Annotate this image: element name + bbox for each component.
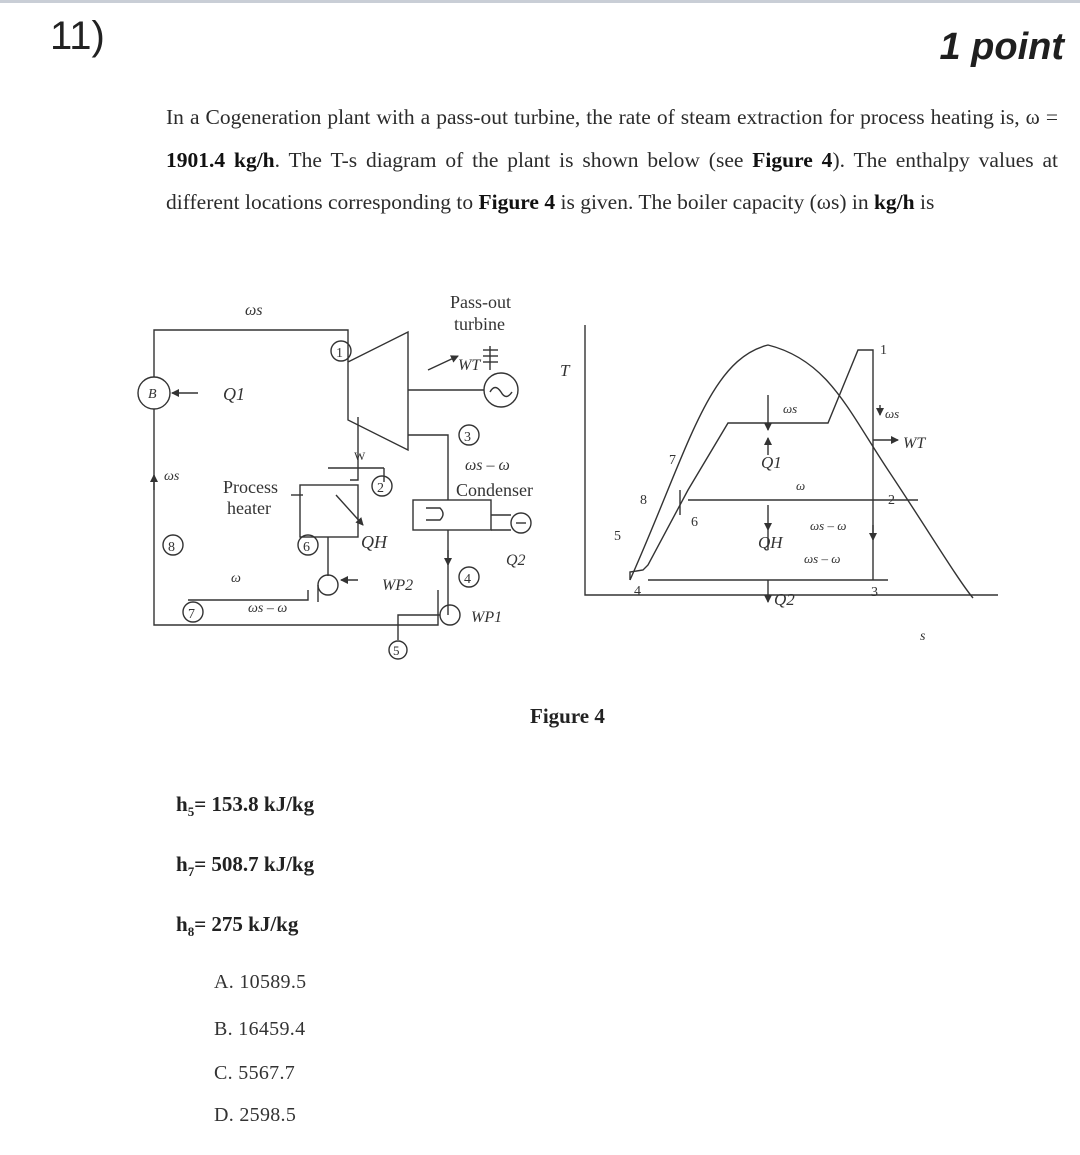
state-3: 3 — [464, 430, 471, 445]
turbine-symbol — [348, 332, 408, 450]
wp1-label: WP1 — [471, 609, 503, 626]
ts-omega-s-right-label: ωs — [885, 406, 900, 421]
pump-2-symbol — [318, 575, 338, 595]
state-6: 6 — [303, 540, 310, 555]
s-axis-label: s — [920, 629, 926, 644]
given-h5: $h_5= 153.8$ kJ/kg — [176, 792, 315, 820]
state-8: 8 — [168, 540, 175, 555]
option-c[interactable]: C. 5567.7 — [214, 1062, 296, 1084]
figure-4-svg — [128, 290, 1078, 660]
question-stem: In a Cogeneration plant with a pass-out turbine, the rate of steam extraction for process heating is, ω = 1901.4 kg/h. The T-s diagram of the plant is shown below (see Figure 4). The enthalpy values at different locations corresponding to Figure 4 is given. The boiler capacity (ωs) in kg/h is — [166, 105, 1059, 214]
ts-point-8: 8 — [640, 493, 647, 508]
omega-s-minus-omega-label: ωs – ω — [465, 457, 510, 474]
ts-omega-s-label: ωs — [783, 401, 798, 416]
ts-point-3: 3 — [871, 585, 878, 600]
state-4: 4 — [464, 572, 471, 587]
ts-omega-s-minus-omega-1: ωs – ω — [810, 518, 847, 533]
qh-label: QH — [361, 532, 387, 552]
option-b[interactable]: B. 16459.4 — [214, 1018, 306, 1040]
figure-4 — [128, 290, 1078, 660]
ts-point-5: 5 — [614, 529, 621, 544]
turbine-label-2: turbine — [454, 314, 505, 334]
omega-s-minus-omega-bottom-label: ωs – ω — [248, 601, 288, 616]
given-h8: $h_8= 275$ kJ/kg — [176, 912, 299, 940]
ts-point-2: 2 — [888, 493, 895, 508]
generator-symbol — [484, 373, 518, 407]
omega-label: ω — [231, 571, 241, 586]
given-h7: $h_7= 508.7$ kJ/kg — [176, 852, 315, 880]
ts-q2-label: Q2 — [774, 590, 795, 609]
w-label: W — [354, 449, 366, 463]
ts-point-7: 7 — [669, 453, 676, 468]
ts-q1-label: Q1 — [761, 453, 782, 472]
turbine-label-1: Pass-out — [450, 292, 512, 312]
t-axis-label: T — [560, 361, 570, 380]
ts-point-4: 4 — [634, 584, 641, 599]
main-steam-line — [154, 330, 348, 377]
question-points: 1 point — [939, 26, 1064, 68]
process-heater-label-2: heater — [227, 498, 271, 518]
ts-point-6: 6 — [691, 515, 698, 530]
top-divider — [0, 0, 1080, 3]
pump-1-symbol — [440, 605, 460, 625]
ts-omega-label: ω — [796, 478, 806, 493]
ts-omega-s-minus-omega-2: ωs – ω — [804, 551, 841, 566]
ts-point-1: 1 — [880, 343, 887, 358]
state-5: 5 — [393, 643, 400, 658]
q2-label: Q2 — [506, 552, 526, 569]
process-heater-symbol — [300, 485, 358, 537]
process-heater-label-1: Process — [223, 477, 278, 497]
option-a[interactable]: A. 10589.5 — [214, 971, 307, 993]
state-1: 1 — [336, 346, 343, 361]
question-number: 11) — [50, 14, 105, 58]
wt-label: WT — [458, 357, 481, 374]
figure-caption: Figure 4 — [530, 704, 605, 728]
ts-qh-label: QH — [758, 533, 783, 552]
condenser-label: Condenser — [456, 480, 533, 500]
state-7: 7 — [188, 607, 195, 622]
option-d[interactable]: D. 2598.5 — [214, 1104, 297, 1126]
condenser-symbol — [413, 500, 491, 530]
ts-wt-label: WT — [903, 435, 926, 452]
omega-s-top-label: ωs — [245, 302, 263, 319]
omega-s-left-label: ωs — [164, 469, 180, 484]
wp2-label: WP2 — [382, 577, 414, 594]
boiler-label: B — [148, 387, 157, 402]
saturation-dome — [630, 345, 973, 598]
q1-label: Q1 — [223, 384, 245, 404]
state-2: 2 — [377, 481, 384, 496]
